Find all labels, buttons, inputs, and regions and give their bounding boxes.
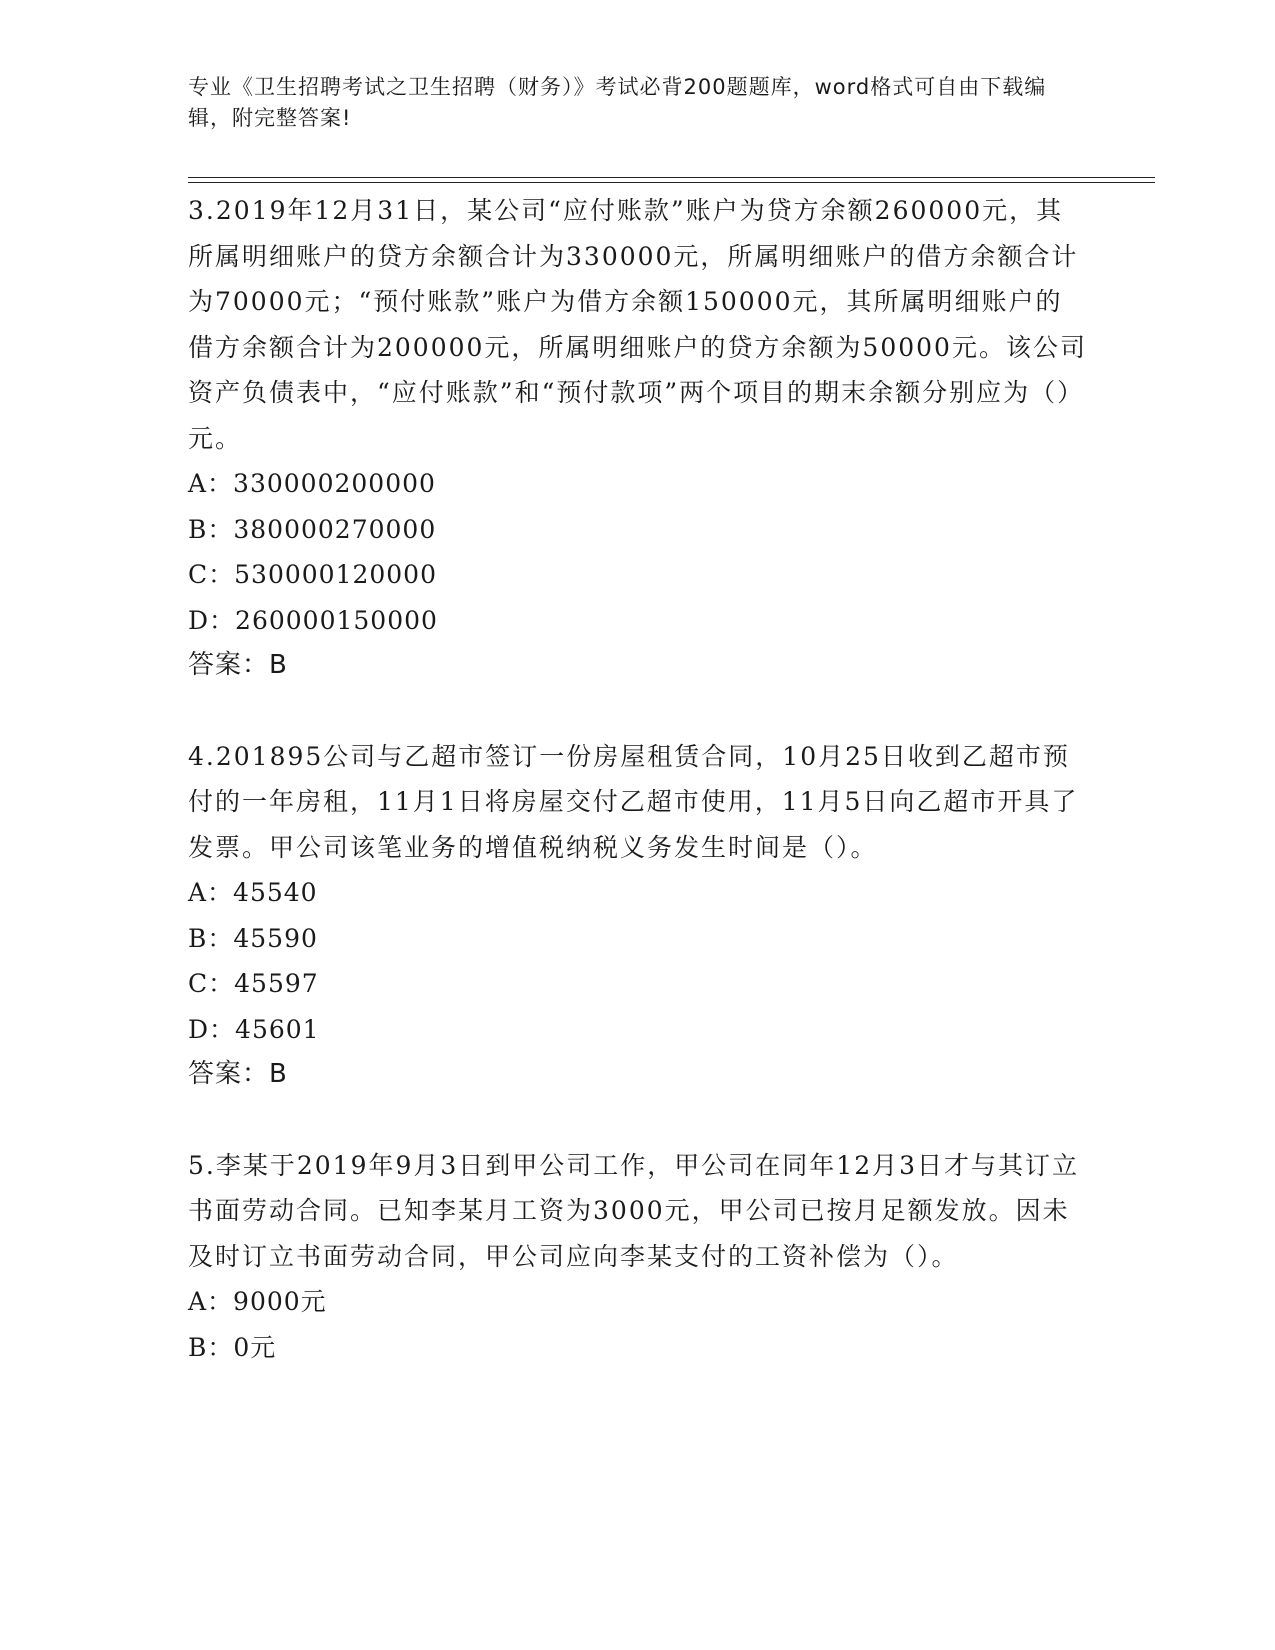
option-c: C：530000120000	[188, 560, 437, 589]
option-b: B：380000270000	[188, 514, 437, 544]
question-5	[188, 1143, 1088, 1371]
option-a: A：45540	[188, 878, 318, 907]
answer-line: 答案：B	[188, 650, 288, 680]
question-list	[188, 188, 1088, 1370]
option-b: B：45590	[188, 923, 318, 953]
spacer	[188, 689, 1088, 734]
header-divider-thin	[188, 182, 1155, 183]
question-stem: 4.201895公司与乙超市签订一份房屋租赁合同，10月25日收到乙超市预付的一年房租，11月1日将房屋交付乙超市使用，11月5日向乙超市开具了发票。甲公司该笔业务的增值税纳税义务发生时间是（）。	[188, 741, 1079, 862]
option-d: D：45601	[188, 1014, 320, 1044]
option-d: D：260000150000	[188, 605, 438, 635]
answer-line: 答案：B	[188, 1059, 288, 1089]
header-divider-thick	[188, 177, 1155, 178]
option-b: B：0元	[188, 1332, 277, 1362]
document-header	[188, 72, 1068, 134]
option-c: C：45597	[188, 969, 319, 998]
option-a: A：330000200000	[188, 469, 436, 498]
question-3	[188, 188, 1088, 689]
option-a: A：9000元	[188, 1287, 327, 1316]
question-stem: 5.李某于2019年9月3日到甲公司工作，甲公司在同年12月3日才与其订立书面劳动合同。已知李某月工资为3000元，甲公司已按月足额发放。因未及时订立书面劳动合同，甲公司应向李某支付的工资补偿为（）。	[188, 1150, 1080, 1271]
question-4	[188, 734, 1088, 1098]
header-text: 专业《卫生招聘考试之卫生招聘（财务）》考试必背200题题库，word格式可自由下载编辑，附完整答案!	[188, 75, 1047, 130]
question-stem: 3.2019年12月31日，某公司“应付账款”账户为贷方余额260000元，其所属明细账户的贷方余额合计为330000元，所属明细账户的借方余额合计为70000元；“预付账款”账户为借方余额150000元，其所属明细账户的借方余额合计为200000元，所属明细账户的贷方余额为50000元。该公司资产负债表中，“应付账款”和“预付款项”两个项目的期末余额分别应为（）元。	[188, 196, 1087, 453]
spacer	[188, 1098, 1088, 1143]
